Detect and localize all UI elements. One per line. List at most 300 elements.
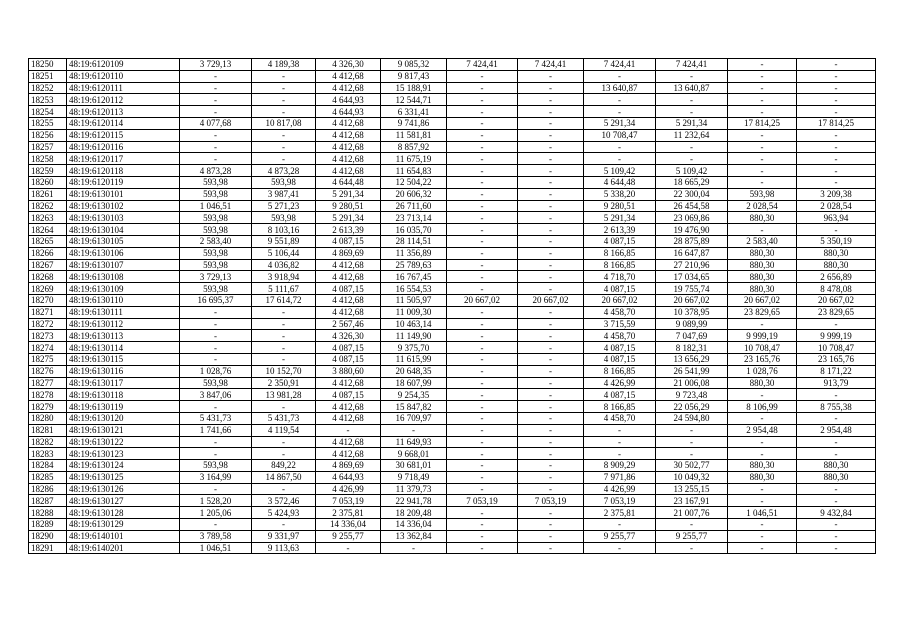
value-cell: - [447,259,518,271]
table-row [29,82,876,94]
value-cell: - [518,448,584,460]
table-row [29,106,876,118]
value-cell: - [447,483,518,495]
value-cell: 13 981,28 [252,389,316,401]
value-cell: 23 167,91 [656,495,728,507]
value-cell: 4 412,68 [316,306,381,318]
value-cell: - [728,483,797,495]
cadastral-number-cell: 48:19:6130128 [67,507,180,519]
value-cell: 17 814,25 [797,117,876,129]
value-cell: - [447,460,518,472]
row-number-cell: 18269 [29,283,67,295]
value-cell: - [518,377,584,389]
value-cell: - [252,401,316,413]
value-cell: 4 412,68 [316,70,381,82]
value-cell: - [381,424,447,436]
row-number-cell: 18277 [29,377,67,389]
value-cell: - [518,306,584,318]
value-cell: 880,30 [797,247,876,259]
value-cell: 4 087,15 [584,283,656,295]
value-cell: - [797,542,876,554]
value-cell: 18 665,29 [656,176,728,188]
table-row [29,448,876,460]
value-cell: - [518,188,584,200]
value-cell: - [447,471,518,483]
value-cell: - [728,106,797,118]
value-cell: - [180,153,252,165]
value-cell: 13 656,29 [656,353,728,365]
value-cell: 4 458,70 [584,306,656,318]
value-cell: 8 166,85 [584,365,656,377]
value-cell: 2 583,40 [180,235,252,247]
value-cell: - [728,448,797,460]
value-cell: 9 718,49 [381,471,447,483]
value-cell: 2 028,54 [797,200,876,212]
cadastral-number-cell: 48:19:6130109 [67,283,180,295]
value-cell: - [797,483,876,495]
value-cell: - [656,153,728,165]
value-cell: 593,98 [180,377,252,389]
value-cell: - [252,82,316,94]
value-cell: - [518,389,584,401]
table-row [29,94,876,106]
value-cell: 1 046,51 [180,542,252,554]
value-cell: - [447,235,518,247]
value-cell: 23 713,14 [381,212,447,224]
value-cell: 9 375,70 [381,342,447,354]
value-cell: - [447,271,518,283]
value-cell: - [252,129,316,141]
table-row [29,318,876,330]
value-cell: - [518,530,584,542]
value-cell: - [797,70,876,82]
value-cell: - [180,70,252,82]
value-cell: - [797,129,876,141]
value-cell: - [447,353,518,365]
value-cell: 10 152,70 [252,365,316,377]
value-cell: 4 412,68 [316,141,381,153]
value-cell: - [518,176,584,188]
row-number-cell: 18290 [29,530,67,542]
value-cell: - [518,247,584,259]
value-cell: - [518,70,584,82]
row-number-cell: 18274 [29,342,67,354]
value-cell: - [518,365,584,377]
value-cell: 2 028,54 [728,200,797,212]
value-cell: - [518,342,584,354]
row-number-cell: 18260 [29,176,67,188]
value-cell: - [180,82,252,94]
row-number-cell: 18259 [29,165,67,177]
value-cell: - [518,117,584,129]
value-cell: 9 331,97 [252,530,316,542]
row-number-cell: 18268 [29,271,67,283]
table-row [29,436,876,448]
value-cell: 4 718,70 [584,271,656,283]
value-cell: 593,98 [252,212,316,224]
value-cell: 593,98 [180,460,252,472]
cadastral-number-cell: 48:19:6130123 [67,448,180,460]
value-cell: - [728,389,797,401]
value-cell: 10 817,08 [252,117,316,129]
value-cell: 1 528,20 [180,495,252,507]
value-cell: 11 675,19 [381,153,447,165]
value-cell: 4 412,68 [316,82,381,94]
cadastral-number-cell: 48:19:6130111 [67,306,180,318]
value-cell: 7 053,19 [518,495,584,507]
value-cell: - [447,94,518,106]
value-cell: 593,98 [180,283,252,295]
value-cell: 9 113,63 [252,542,316,554]
value-cell: - [447,306,518,318]
value-cell: 4 458,70 [584,412,656,424]
value-cell: 13 640,87 [584,82,656,94]
value-cell: 4 412,68 [316,117,381,129]
row-number-cell: 18266 [29,247,67,259]
value-cell: 4 412,68 [316,259,381,271]
value-cell: 8 166,85 [584,259,656,271]
value-cell: 4 189,38 [252,59,316,71]
table-row [29,471,876,483]
value-cell: 5 291,34 [316,188,381,200]
value-cell: 4 087,15 [316,353,381,365]
value-cell: 4 326,30 [316,330,381,342]
value-cell: 2 656,89 [797,271,876,283]
value-cell: 963,94 [797,212,876,224]
row-number-cell: 18255 [29,117,67,129]
value-cell: 2 583,40 [728,235,797,247]
cadastral-number-cell: 48:19:6140201 [67,542,180,554]
value-cell: 10 049,32 [656,471,728,483]
value-cell: - [447,106,518,118]
cadastral-number-cell: 48:19:6130124 [67,460,180,472]
value-cell: 880,30 [728,283,797,295]
value-cell: 9 254,35 [381,389,447,401]
value-cell: 23 069,86 [656,212,728,224]
cadastral-number-cell: 48:19:6130112 [67,318,180,330]
value-cell: - [447,342,518,354]
value-cell: - [447,141,518,153]
cadastral-number-cell: 48:19:6120115 [67,129,180,141]
table-row [29,483,876,495]
value-cell: 23 165,76 [797,353,876,365]
value-cell: 9 999,19 [797,330,876,342]
value-cell: 11 649,93 [381,436,447,448]
value-cell: 9 255,77 [656,530,728,542]
value-cell: 20 667,02 [797,294,876,306]
value-cell: 17 034,65 [656,271,728,283]
value-cell: 5 109,42 [584,165,656,177]
value-cell: - [252,483,316,495]
cadastral-number-cell: 48:19:6120118 [67,165,180,177]
value-cell: - [447,412,518,424]
table-row [29,342,876,354]
value-cell: - [797,82,876,94]
value-cell: - [180,318,252,330]
value-cell: - [584,153,656,165]
table-row [29,460,876,472]
value-cell: 4 644,93 [316,106,381,118]
value-cell: - [797,412,876,424]
value-cell: - [728,519,797,531]
value-cell: 11 232,64 [656,129,728,141]
row-number-cell: 18278 [29,389,67,401]
value-cell: 11 505,97 [381,294,447,306]
value-cell: 593,98 [180,224,252,236]
value-cell: 12 504,22 [381,176,447,188]
cadastral-number-cell: 48:19:6130113 [67,330,180,342]
value-cell: - [728,141,797,153]
value-cell: 5 111,67 [252,283,316,295]
value-cell: 26 454,58 [656,200,728,212]
value-cell: 30 681,01 [381,460,447,472]
value-cell: - [180,401,252,413]
value-cell: 5 431,73 [180,412,252,424]
row-number-cell: 18258 [29,153,67,165]
value-cell: - [447,200,518,212]
cadastral-number-cell: 48:19:6130101 [67,188,180,200]
value-cell: - [797,318,876,330]
value-cell: 22 300,04 [656,188,728,200]
row-number-cell: 18272 [29,318,67,330]
row-number-cell: 18270 [29,294,67,306]
value-cell: - [180,330,252,342]
value-cell: 20 667,02 [656,294,728,306]
cadastral-number-cell: 48:19:6120109 [67,59,180,71]
value-cell: - [797,153,876,165]
value-cell: - [584,424,656,436]
table-row [29,59,876,71]
value-cell: 4 412,68 [316,153,381,165]
value-cell: 14 336,04 [316,519,381,531]
cadastral-number-cell: 48:19:6120112 [67,94,180,106]
value-cell: - [518,412,584,424]
value-cell: 593,98 [180,247,252,259]
value-cell: 593,98 [180,212,252,224]
value-cell: - [584,542,656,554]
value-cell: - [656,94,728,106]
value-cell: - [656,70,728,82]
value-cell: 3 572,46 [252,495,316,507]
row-number-cell: 18261 [29,188,67,200]
value-cell: 5 109,42 [656,165,728,177]
value-cell: 7 971,86 [584,471,656,483]
cadastral-number-cell: 48:19:6130103 [67,212,180,224]
value-cell: 1 028,76 [728,365,797,377]
row-number-cell: 18288 [29,507,67,519]
value-cell: 28 875,89 [656,235,728,247]
value-cell: 10 708,47 [728,342,797,354]
value-cell: 880,30 [728,212,797,224]
value-cell: - [381,542,447,554]
table-row [29,495,876,507]
value-cell: 20 667,02 [728,294,797,306]
row-number-cell: 18263 [29,212,67,224]
value-cell: 11 654,83 [381,165,447,177]
value-cell: - [252,448,316,460]
value-cell: 2 954,48 [728,424,797,436]
value-cell: 593,98 [180,188,252,200]
value-cell: - [518,94,584,106]
value-cell: 19 755,74 [656,283,728,295]
value-cell: - [728,318,797,330]
value-cell: 11 149,90 [381,330,447,342]
value-cell: 7 053,19 [447,495,518,507]
value-cell: 9 085,32 [381,59,447,71]
table-row [29,117,876,129]
value-cell: 593,98 [180,176,252,188]
row-number-cell: 18267 [29,259,67,271]
value-cell: - [518,200,584,212]
value-cell: - [180,342,252,354]
row-number-cell: 18291 [29,542,67,554]
value-cell: 23 829,65 [797,306,876,318]
value-cell: - [656,436,728,448]
value-cell: 4 873,28 [252,165,316,177]
value-cell: 8 166,85 [584,247,656,259]
value-cell: 5 291,34 [316,212,381,224]
row-number-cell: 18286 [29,483,67,495]
value-cell: - [447,507,518,519]
table-row [29,165,876,177]
cadastral-number-cell: 48:19:6130127 [67,495,180,507]
value-cell: 5 291,34 [584,117,656,129]
value-cell: 1 741,66 [180,424,252,436]
value-cell: - [728,129,797,141]
cadastral-number-cell: 48:19:6130107 [67,259,180,271]
cadastral-number-cell: 48:19:6120110 [67,70,180,82]
value-cell: 16 554,53 [381,283,447,295]
value-cell: 4 869,69 [316,460,381,472]
cadastral-number-cell: 48:19:6120114 [67,117,180,129]
value-cell: 4 087,15 [584,353,656,365]
value-cell: 593,98 [252,176,316,188]
value-cell: 5 106,44 [252,247,316,259]
row-number-cell: 18256 [29,129,67,141]
row-number-cell: 18279 [29,401,67,413]
value-cell: - [728,153,797,165]
value-cell: 5 350,19 [797,235,876,247]
table-row [29,224,876,236]
value-cell: - [447,224,518,236]
value-cell: 4 644,48 [316,176,381,188]
row-number-cell: 18287 [29,495,67,507]
value-cell: 593,98 [728,188,797,200]
table-row [29,412,876,424]
value-cell: - [518,283,584,295]
value-cell: 880,30 [728,247,797,259]
value-cell: 14 867,50 [252,471,316,483]
value-cell: 10 708,47 [584,129,656,141]
value-cell: 7 424,41 [518,59,584,71]
value-cell: - [447,70,518,82]
value-cell: 9 432,84 [797,507,876,519]
value-cell: 20 606,32 [381,188,447,200]
value-cell: 9 741,86 [381,117,447,129]
value-cell: 8 755,38 [797,401,876,413]
value-cell: 13 255,15 [656,483,728,495]
value-cell: 15 188,91 [381,82,447,94]
value-cell: - [518,353,584,365]
value-cell: - [252,318,316,330]
value-cell: - [252,519,316,531]
value-cell: - [180,94,252,106]
table-row [29,365,876,377]
value-cell: 4 412,68 [316,412,381,424]
value-cell: 3 209,38 [797,188,876,200]
value-cell: 1 046,51 [180,200,252,212]
row-number-cell: 18281 [29,424,67,436]
row-number-cell: 18283 [29,448,67,460]
value-cell: 19 476,90 [656,224,728,236]
value-cell: 11 581,81 [381,129,447,141]
value-cell: 16 695,37 [180,294,252,306]
value-cell: - [728,82,797,94]
value-cell: 3 715,59 [584,318,656,330]
cadastral-value-table [28,58,876,554]
value-cell: - [252,106,316,118]
value-cell: 2 613,39 [316,224,381,236]
row-number-cell: 18254 [29,106,67,118]
row-number-cell: 18264 [29,224,67,236]
value-cell: - [797,165,876,177]
value-cell: - [584,448,656,460]
value-cell: - [518,259,584,271]
value-cell: 18 607,99 [381,377,447,389]
value-cell: - [728,530,797,542]
value-cell: 23 165,76 [728,353,797,365]
value-cell: 1 205,06 [180,507,252,519]
value-cell: - [728,412,797,424]
value-cell: - [584,141,656,153]
value-cell: 8 478,08 [797,283,876,295]
value-cell: 8 857,92 [381,141,447,153]
value-cell: 8 182,31 [656,342,728,354]
row-number-cell: 18276 [29,365,67,377]
value-cell: 4 412,68 [316,401,381,413]
value-cell: - [518,235,584,247]
value-cell: - [180,483,252,495]
cadastral-number-cell: 48:19:6130125 [67,471,180,483]
value-cell: - [584,519,656,531]
value-cell: 4 119,54 [252,424,316,436]
value-cell: 913,79 [797,377,876,389]
value-cell: 5 291,34 [656,117,728,129]
value-cell: - [180,129,252,141]
row-number-cell: 18252 [29,82,67,94]
value-cell: 9 723,48 [656,389,728,401]
value-cell: 4 412,68 [316,165,381,177]
value-cell: 11 356,89 [381,247,447,259]
cadastral-number-cell: 48:19:6130114 [67,342,180,354]
value-cell: 3 880,60 [316,365,381,377]
cadastral-number-cell: 48:19:6130104 [67,224,180,236]
value-cell: 17 814,25 [728,117,797,129]
row-number-cell: 18250 [29,59,67,71]
value-cell: 4 077,68 [180,117,252,129]
value-cell: 8 171,22 [797,365,876,377]
value-cell: - [728,436,797,448]
value-cell: 2 350,91 [252,377,316,389]
value-cell: - [656,519,728,531]
value-cell: 4 458,70 [584,330,656,342]
value-cell: 3 847,06 [180,389,252,401]
value-cell: 8 909,29 [584,460,656,472]
value-cell: - [728,495,797,507]
value-cell: - [584,94,656,106]
value-cell: - [797,389,876,401]
value-cell: 1 046,51 [728,507,797,519]
